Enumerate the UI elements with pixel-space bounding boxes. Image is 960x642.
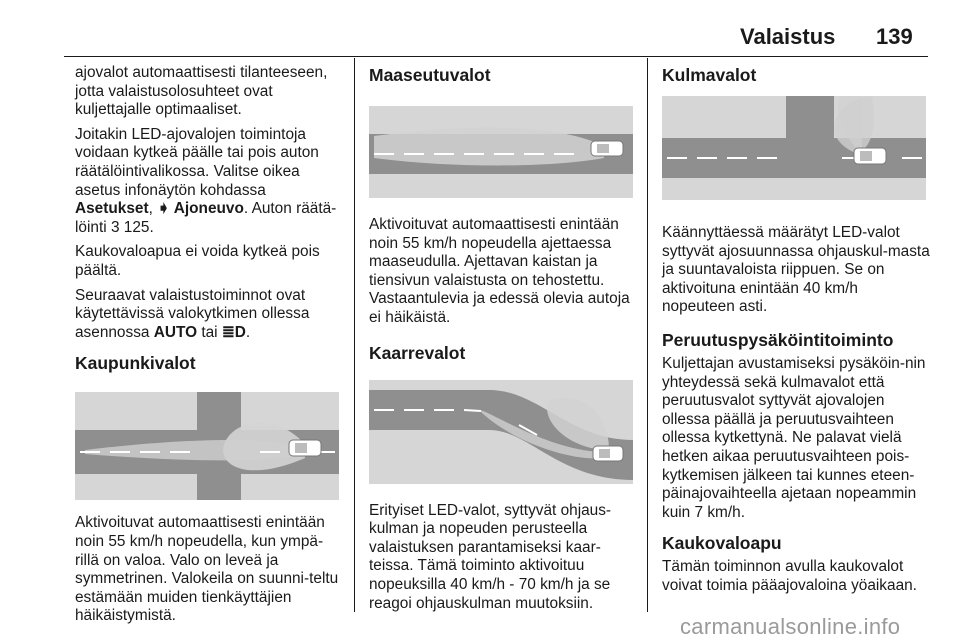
watermark: carmanualsonline.info — [680, 614, 901, 639]
corner-light-illustration — [662, 96, 926, 200]
section-title: Valaistus — [740, 24, 836, 49]
city-light-illustration — [75, 392, 339, 500]
column-2 — [369, 64, 637, 619]
column-1 — [75, 64, 343, 632]
heading-peruutuspysakointi: Peruutuspysäköintitoiminto — [662, 329, 894, 350]
page-header — [0, 0, 960, 60]
paragraph-switch: Seuraavat valaistustoiminnot ovat käytettävissä valokytkimen ollessa asennossa AUTO tai ≣D. — [75, 286, 310, 341]
heading-kaukovaloapu: Kaukovaloapu — [662, 533, 782, 554]
paragraph: Erityiset LED-valot, syttyvät ohjaus-kulman ja nopeuden perusteella valaistuksen parantamiseksi kaar-teissa. Tämä toiminto aktivoituu nopeuksilla 40 km/h - 70 km/h ja se reagoi ohjauskulman muutoksiin. — [369, 501, 612, 612]
page-number: 139 — [876, 24, 913, 49]
arrow-icon: ➧ — [157, 200, 171, 218]
paragraph: Kaukovaloapua ei voida kytkeä pois päältä. — [75, 243, 320, 279]
heading-kaupunkivalot: Kaupunkivalot — [75, 353, 196, 374]
paragraph: Aktivoituvat automaattisesti enintään noin 55 km/h nopeudella ajettaessa maaseudulla. Ajettavan kaistan ja tiensivun valaistusta on tehostettu. Vastaantulevia ja edessä olevia autoja ei häikäistä. — [369, 216, 630, 326]
curve-light-illustration — [369, 380, 633, 484]
heading-kulmavalot: Kulmavalot — [662, 65, 757, 85]
heading-kaarrevalot: Kaarrevalot — [369, 342, 466, 363]
vehicle-label: Ajoneuvo — [170, 200, 244, 218]
paragraph-settings: Joitakin LED-ajovalojen toimintoja voidaan kytkeä päälle tai pois auton räätälöintivalikossa. Valitse oikea asetus infonäytön kohdassa Asetukset, ➧ Ajoneuvo. Auton räätä-löinti 3 125. — [75, 125, 337, 236]
paragraph: Kuljettajan avustamiseksi pysäköin-nin yhteydessä sekä kulmavalot että peruutusvalot syttyvät ajovalojen ollessa päällä ja peruutusvaihteen ollessa kytkettynä. Ne palavat vielä hetken aikaa peruutusvaihteen pois-kytkemisen jälkeen tai kunnes eteen-päinajovaihteella ajetaan nopeammin kuin 7 km/h. — [662, 354, 926, 521]
paragraph: Käännyttäessä määrätyt LED-valot syttyvät ajosuunnassa ohjauskul-masta ja suuntavaloista riippuen. Se on aktivoituna enintään 40 km/h nopeuteen asti. — [662, 224, 930, 316]
settings-label: Asetukset — [75, 200, 149, 218]
header-rule — [64, 56, 928, 57]
paragraph: Aktivoituvat automaattisesti enintään noin 55 km/h nopeudella, kun ympä-rillä on valoa. Valo on leveä ja symmetrinen. Valokeila on suunni-teltu estämään muiden tienkäyttäjien häikäistymistä. — [75, 514, 339, 625]
heading-maaseutuvalot: Maaseutuvalot — [369, 65, 491, 85]
column-divider-2 — [647, 58, 648, 612]
country-light-illustration — [369, 106, 633, 198]
paragraph: ajovalot automaattisesti tilanteeseen, jotta valaistusolosuhteet ovat kuljettajalle optimaaliset. — [75, 64, 328, 119]
page-reference: 3 125. — [110, 218, 154, 236]
headlight-symbol-icon: ≣D — [221, 323, 246, 341]
paragraph: Tämän toiminnon avulla kaukovalot voivat toimia pääajovaloina yöaikaan. — [662, 558, 917, 594]
column-3 — [662, 64, 930, 602]
column-divider-1 — [354, 58, 355, 612]
auto-label: AUTO — [153, 323, 198, 341]
